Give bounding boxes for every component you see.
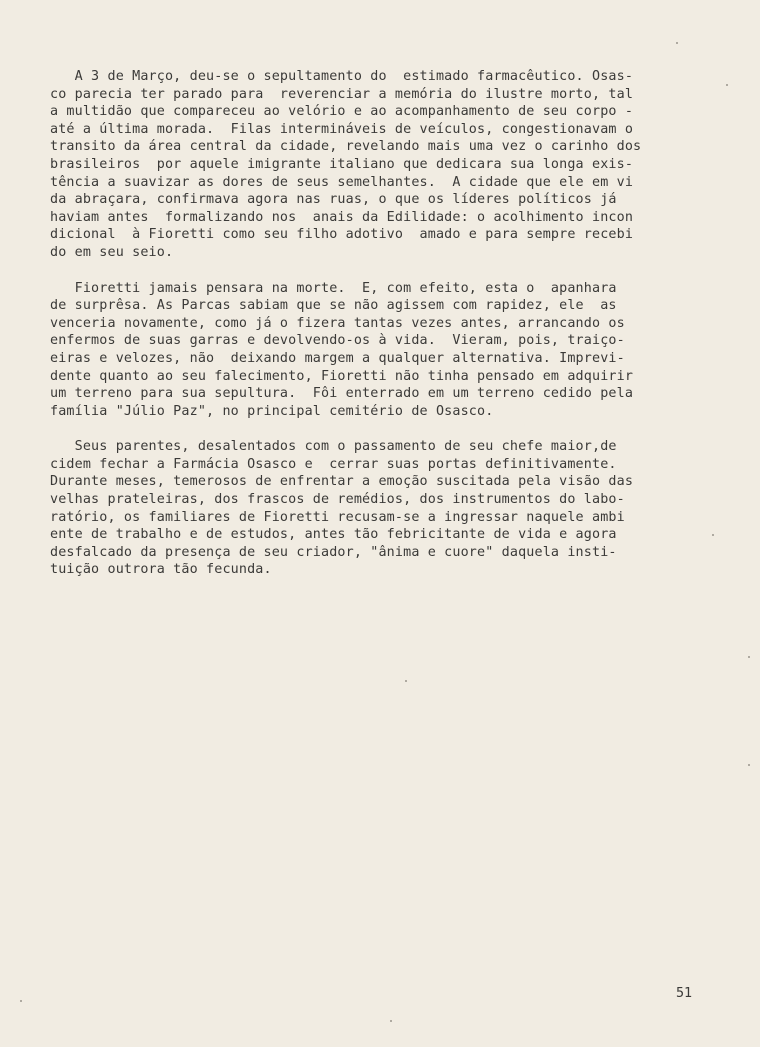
text-line: de surprêsa. As Parcas sabiam que se não agissem com rapidez, ele as (50, 298, 617, 314)
text-line: família "Júlio Paz", no principal cemitério de Osasco. (50, 403, 494, 419)
text-line: do em seu seio. (50, 244, 174, 260)
paper-speck (20, 1000, 22, 1002)
typed-body-text (50, 68, 710, 597)
text-line: dicional à Fioretti como seu filho adotivo amado e para sempre recebi (50, 227, 634, 243)
text-line: Seus parentes, desalentados com o passamento de seu chefe maior,de (50, 439, 617, 455)
text-line: ente de trabalho e de estudos, antes tão febricitante de vida e agora (50, 527, 617, 543)
paper-speck (726, 84, 728, 86)
text-line: um terreno para sua sepultura. Fôi enterrado em um terreno cedido pela (50, 386, 634, 402)
paper-speck (676, 42, 678, 44)
text-line: A 3 de Março, deu-se o sepultamento do estimado farmacêutico. Osas- (50, 69, 634, 84)
text-line: ratório, os familiares de Fioretti recusam-se a ingressar naquele ambi (50, 509, 625, 525)
text-line: venceria novamente, como já o fizera tantas vezes antes, arrancando os (50, 315, 625, 331)
text-line: Fioretti jamais pensara na morte. E, com efeito, esta o apanhara (50, 280, 617, 296)
text-line: co parecia ter parado para reverenciar a memória do ilustre morto, tal (50, 86, 634, 102)
paragraph-2 (50, 280, 710, 421)
text-line: eiras e velozes, não deixando margem a qualquer alternativa. Imprevi- (50, 350, 625, 366)
text-line: velhas prateleiras, dos frascos de remédios, dos instrumentos do labo- (50, 492, 625, 508)
paper-speck (712, 534, 714, 536)
paper-speck (748, 656, 750, 658)
text-line: transito da área central da cidade, revelando mais uma vez o carinho dos (50, 139, 642, 155)
paper-speck (390, 1020, 392, 1022)
text-line: tência a suavizar as dores de seus semelhantes. A cidade que ele em vi (50, 174, 634, 190)
text-line: tuição outrora tão fecunda. (50, 562, 272, 578)
paper-speck (748, 764, 750, 766)
text-line: Durante meses, temerosos de enfrentar a emoção suscitada pela visão das (50, 474, 634, 490)
page-number: 51 (676, 986, 693, 1001)
text-line: a multidão que compareceu ao velório e ao acompanhamento de seu corpo - (50, 104, 634, 120)
paragraph-1 (50, 68, 710, 262)
paragraph-3 (50, 438, 710, 579)
text-line: enfermos de suas garras e devolvendo-os à vida. Vieram, pois, traiço- (50, 333, 625, 349)
text-line: haviam antes formalizando nos anais da Edilidade: o acolhimento incon (50, 209, 634, 225)
text-line: brasileiros por aquele imigrante italiano que dedicara sua longa exis- (50, 156, 634, 172)
paper-speck (405, 680, 407, 682)
text-line: da abraçara, confirmava agora nas ruas, o que os líderes políticos já (50, 192, 617, 208)
text-line: desfalcado da presença de seu criador, "ânima e cuore" daquela insti- (50, 544, 617, 560)
text-line: dente quanto ao seu falecimento, Fioretti não tinha pensado em adquirir (50, 368, 634, 384)
text-line: cidem fechar a Farmácia Osasco e cerrar suas portas definitivamente. (50, 456, 617, 472)
text-line: até a última morada. Filas intermináveis de veículos, congestionavam o (50, 121, 634, 137)
